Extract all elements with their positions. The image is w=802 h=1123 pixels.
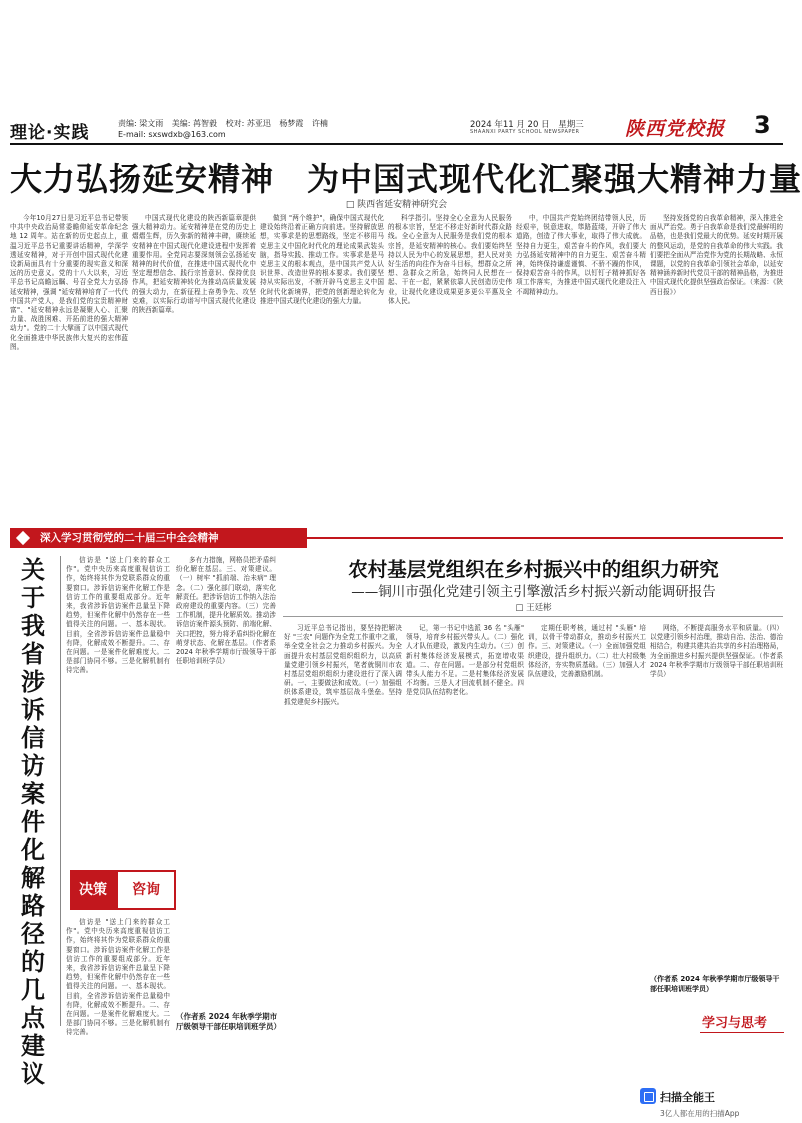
decision-consult-badge xyxy=(70,866,200,914)
article-column xyxy=(132,214,256,520)
paper-english-name: SHAANXI PARTY SCHOOL NEWSPAPER xyxy=(470,129,580,135)
study-think-label: 学习与思考 xyxy=(702,1016,768,1031)
scanner-tagline: 3亿人都在用的扫描App xyxy=(660,1109,740,1118)
research-deck: ——铜川市强化党建引领主引擎激活乡村振兴新动能调研报告 xyxy=(351,584,716,600)
research-headline: 农村基层党组织在乡村振兴中的组织力研究 xyxy=(348,558,719,581)
scanner-app-icon xyxy=(640,1088,656,1104)
author-credit: （作者系 2024 年秋季学期市厅级领导干部任职培训班学员） xyxy=(176,1012,281,1031)
editor-credit: 许楠 xyxy=(311,119,328,128)
research-credit: （作者系 2024 年秋季学期市厅级领导干部任职培训班学员） xyxy=(650,975,780,993)
editor-credit: 责编: 梁文雨 xyxy=(118,119,164,128)
date-text: 2024 年11 月 20 日 xyxy=(470,120,550,130)
editor-credit: 杨梦霞 xyxy=(279,119,304,128)
feature-column xyxy=(176,556,276,1006)
column-text: 信访是 "送上门来的群众工作"。党中央历来高度重视信访工作，始终将其作为党联系群众的重要窗口。涉诉信访案件化解工作是信访工作的重要组成部分。近年来，我省涉诉信访案件总量呈下降趋势，但案件化解中仍然存在一些值得关注的问题。一、基本现状。目前，全省涉诉信访案件总量稳中有降，化解成效不断提升。二、存在问题。一是案件化解难度大。二是部门协同不够。三是化解机制有待完善。 xyxy=(66,918,170,1037)
research-column xyxy=(650,624,783,969)
article-column xyxy=(516,214,646,520)
article-column xyxy=(260,214,384,520)
column-text: 做到 "两个维护"，确保中国式现代化建设始终沿着正确方向前进。坚持解放思想，实事求是的思想路线，坚定不移用马克思主义中国化时代化的理论成果武装头脑，指导实践、推动工作。实事求是是马克思主义的根本观点，是中国共产党人认识世界、改造世界的根本要求。我们要坚持从实际出发，不断开辟马克思主义中国化时代化新境界，把党的创新理论转化为推进中国式现代化建设的强大力量。 xyxy=(260,214,384,305)
masthead xyxy=(0,0,793,150)
scanner-watermark xyxy=(640,1088,760,1104)
feature-column xyxy=(66,556,170,861)
column-text: 网络，不断提高服务水平和质量。（四）以党建引领乡村治理，推动自治、法治、德治相结合，构建共建共治共享的乡村治理格局，为全面推进乡村振兴提供坚强保证。（作者系 2024 年秋季学期市厅级领导干部任职培训班学员） xyxy=(650,624,783,679)
banner-rule xyxy=(307,537,783,539)
main-byline: □ 陕西省延安精神研究会 xyxy=(345,200,448,210)
article-column xyxy=(388,214,512,520)
research-byline: □ 王廷彬 xyxy=(515,603,552,613)
study-think-tag xyxy=(700,1006,784,1042)
column-text: 定期任职考核，通过村 "头雁" 培训，以骨干带动群众，推动乡村振兴工作。三、对策建议。（一）全面加强党组织建设，提升组织力。（二）壮大村级集体经济，夯实物质基础。（三）加强人才队伍建设，完善激励机制。 xyxy=(528,624,646,679)
main-headline: 大力弘扬延安精神 为中国式现代化汇聚强大精神力量 xyxy=(10,160,802,198)
badge-decision: 决策 xyxy=(70,870,116,910)
section-banner: 深入学习贯彻党的二十届三中全会精神 xyxy=(10,528,307,548)
scanner-brand: 扫描全能王 xyxy=(660,1091,715,1104)
research-column xyxy=(528,624,646,1034)
column-text: 中，中国共产党始终团结带领人民，历经艰辛，锐意进取，筚路蓝缕，开辟了伟大道路，创造了伟大事业，取得了伟大成就。坚持自力更生，艰苦奋斗的作风，我们要大力弘扬延安精神中的自力更生、艰苦奋斗精神，始终保持谦虚谨慎、不骄不躁的作风，保持艰苦奋斗的作风，以钉钉子精神抓好各项工作落实，为推进中国式现代化建设注入不竭精神动力。 xyxy=(516,214,646,296)
column-text: 科学指引。坚持全心全意为人民服务的根本宗旨，坚定不移走好新时代群众路线。全心全意为人民服务是我们党的根本宗旨，是延安精神的核心。我们要始终坚持以人民为中心的发展思想，把人民对美好生活的向往作为奋斗目标，想群众之所想、急群众之所急，始终同人民想在一起、干在一起，紧紧依靠人民创造历史伟业，让现代化建设成果更多更公平惠及全体人民。 xyxy=(388,214,512,305)
article-column xyxy=(10,214,128,520)
research-column xyxy=(406,624,524,1034)
column-text: 中国式现代化建设的陕西新篇章提供强大精神动力。延安精神是在党的历史上熠熠生辉，历久弥新的精神丰碑，赓续延安精神在中国式现代化建设进程中发挥着重要作用。全党同志要深刻领会弘扬延安精神的时代价值，在推进中国式现代化中坚定理想信念、践行宗旨意识、保持优良作风，把延安精神转化为推动高质量发展的强大动力，在新征程上奋勇争先、攻坚克难，以实际行动谱写中国式现代化建设的陕西新篇章。 xyxy=(132,214,256,315)
section-title: 理论·实践 xyxy=(10,123,90,143)
editors-info xyxy=(118,118,334,140)
article-column xyxy=(650,214,783,520)
column-text: 习近平总书记指出，要坚持把解决好 "三农" 问题作为全党工作重中之重，举全党全社会之力推动乡村振兴。为全面提升农村基层党组织组织力，以高质量党建引领乡村振兴，笔者就铜川市农村基层党组织组织力建设进行了深入调研。一、主要做法和成效。（一）加强组织体系建设，筑牢基层战斗堡垒。坚持抓党建促乡村振兴。 xyxy=(284,624,402,706)
page-number: 3 xyxy=(754,111,771,139)
column-text: 多有力措施，网格员把矛盾纠纷化解在基层。三、对策建议。（一）树牢 "抓前端、治未病" 理念。（二）强化部门联动，落实化解责任。把涉诉信访工作纳入法治政府建设的重要内容。（三）完善工作机制，提升化解质效。推动涉诉信访案件源头预防、前端化解、关口把控，努力将矛盾纠纷化解在萌芽状态、化解在基层。（作者系 2024 年秋季学期市厅级领导干部任职培训班学员） xyxy=(176,556,276,666)
editor-credit: 美编: 苒智毅 xyxy=(171,119,218,128)
study-underline xyxy=(700,1032,784,1033)
column-text: 记，第一书记中选派 36 名 "头雁" 领导，培育乡村振兴带头人。（二）强化人才队伍建设，激发内生动力。（三）创新村集体经济发展模式，拓宽增收渠道。二、存在问题。一是部分村党组织带头人能力不足。二是村集体经济发展不均衡。三是人才回流机制不健全。四是党员队伍结构老化。 xyxy=(406,624,524,697)
masthead-rule xyxy=(10,143,783,145)
feature-column xyxy=(66,918,170,1037)
newspaper-logo: 陕西党校报 xyxy=(625,118,726,140)
column-text: 今年10月27日是习近平总书记带领中共中央政治局常委瞻仰延安革命纪念地 12 周年。站在新的历史起点上，重温习近平总书记重要讲话精神，学深学透延安精神，对于开创中国式现代化建设新局面具有十分重要的现实意义和深远的历史意义。党的十八大以来，习近平总书记高瞻远瞩、号召全党大力弘扬延安精神，强调 "延安精神培育了一代代中国共产党人，是我们党的宝贵精神财富"、"延安精神永远是凝聚人心、汇聚力量、战胜困难、开拓前进的强大精神动力"。党的二十大擘画了以中国式现代化全面推进中华民族伟大复兴的宏伟蓝图。 xyxy=(10,214,128,351)
editor-credit: 校对: 苏亚迅 xyxy=(225,119,271,128)
column-divider xyxy=(60,556,61,1026)
section-rule xyxy=(283,616,783,617)
contact-email: E-mail: sxswdxb@163.com xyxy=(118,130,226,139)
weekday-text: 星期三 xyxy=(558,120,584,130)
badge-consult: 咨询 xyxy=(116,870,176,910)
feature-headline-vertical: 关于我省涉诉信访案件化解路径的几点建议 xyxy=(21,556,45,1088)
research-column xyxy=(284,624,402,1034)
column-text: 信访是 "送上门来的群众工作"。党中央历来高度重视信访工作，始终将其作为党联系群众的重要窗口。涉诉信访案件化解工作是信访工作的重要组成部分。近年来，我省涉诉信访案件总量呈下降趋势，但案件化解中仍然存在一些值得关注的问题。一、基本现状。目前，全省涉诉信访案件总量稳中有降，化解成效不断提升。二、存在问题。一是案件化解难度大。二是部门协同不够。三是化解机制有待完善。 xyxy=(66,556,170,675)
column-text: 坚持发扬党的自我革命精神，深入推进全面从严治党。勇于自我革命是我们党最鲜明的品格，也是我们党最大的优势。延安时期开展的整风运动，是党的自我革命的伟大实践。我们要把全面从严治党作为党的长期战略、永恒课题，以党的自我革命引领社会革命，以延安精神涵养新时代党员干部的精神品格，为推进中国式现代化提供坚强政治保证。（来源：《陕西日报》） xyxy=(650,214,783,296)
